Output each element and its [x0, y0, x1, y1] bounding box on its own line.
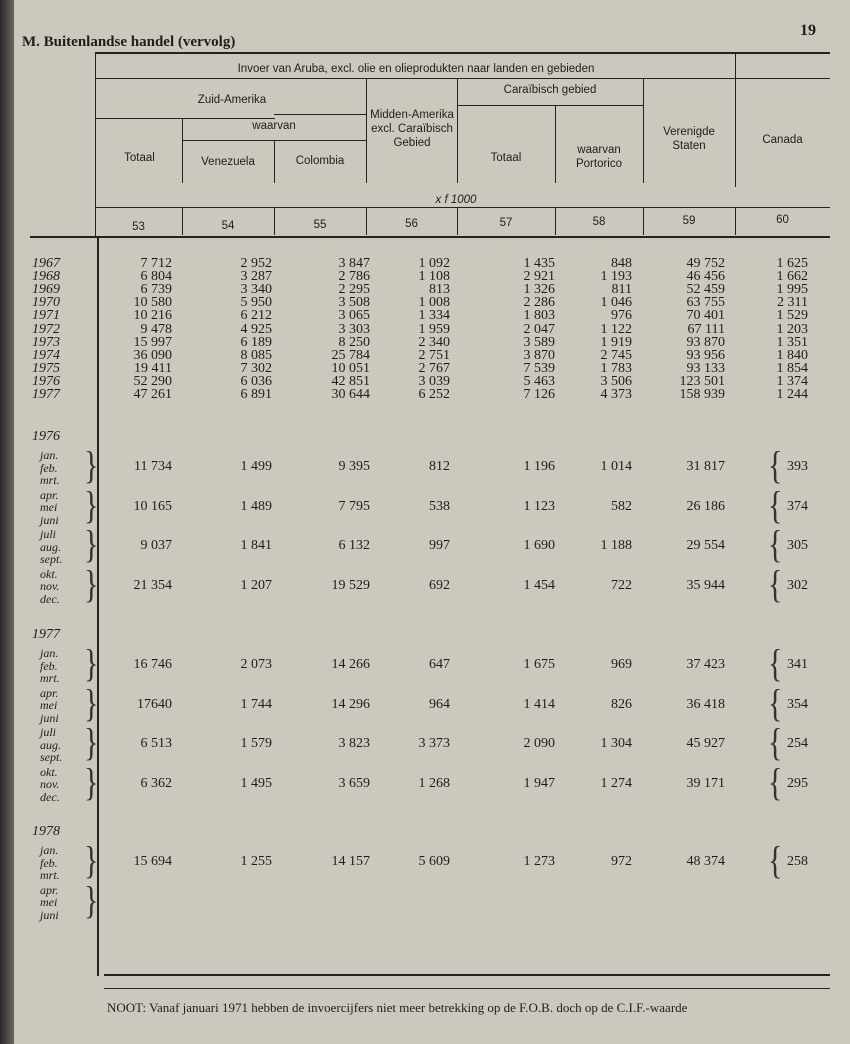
table-cell: 5 609	[418, 854, 450, 869]
month-label: juni	[40, 512, 59, 527]
table-cell: 9 395	[338, 459, 370, 474]
month-label: apr.	[40, 685, 59, 700]
table-cell: 3 589	[523, 334, 555, 350]
table-cell: 6 189	[240, 334, 272, 350]
table-cell: 93 133	[686, 360, 725, 376]
table-cell: 1 273	[523, 854, 555, 869]
year-label: 1977	[32, 627, 60, 642]
table-cell: 1 207	[240, 577, 272, 593]
year-label: 1974	[32, 347, 60, 363]
table-cell: 2 073	[240, 657, 272, 672]
table-cell: 2 295	[338, 282, 370, 298]
table-cell: 5 950	[240, 295, 272, 311]
table-cell: 1 499	[240, 459, 272, 474]
month-label: feb.	[40, 460, 58, 475]
footnote: NOOT: Vanaf januari 1971 hebben de invoercijfers niet meer betrekking op de F.O.B. doch op de C.I.F.-waarde	[107, 1000, 688, 1015]
table-cell: 3 303	[338, 321, 370, 337]
table-cell: 19 529	[331, 577, 370, 593]
table-cell: 70 401	[686, 308, 725, 324]
table-cell: 2 952	[240, 256, 272, 271]
month-label: jan.	[40, 448, 59, 462]
col-number: 54	[221, 220, 235, 232]
table-cell: 6 362	[140, 775, 172, 791]
month-label: okt.	[40, 566, 58, 581]
table-cell: 6 132	[338, 538, 370, 553]
year-label: 1967	[32, 256, 60, 271]
table-cell: 582	[611, 498, 632, 514]
table-cell: 1 675	[523, 657, 555, 672]
table-cell: 254	[787, 736, 808, 751]
year-label: 1971	[32, 308, 60, 324]
table-cell: 31 817	[686, 459, 725, 474]
table-cell: 3 823	[338, 736, 370, 751]
table-cell: 3 870	[523, 347, 555, 363]
table-cell: 45 927	[686, 736, 725, 751]
month-label: aug.	[40, 539, 61, 554]
table-cell: 11 734	[134, 459, 172, 474]
table-cell: 52 290	[133, 373, 172, 389]
header-caraibisch: Caraïbisch gebied	[503, 84, 597, 96]
table-row	[0, 539, 850, 553]
table-cell: 93 870	[686, 334, 725, 350]
month-label: nov.	[40, 777, 60, 791]
table-cell: 4 925	[240, 321, 272, 337]
table-row	[0, 500, 850, 514]
table-cell: 7 539	[523, 360, 555, 376]
table-cell: 39 171	[686, 775, 725, 791]
table-cell: 964	[429, 696, 450, 712]
header-totaal-caraibisch: Totaal	[490, 152, 522, 164]
table-cell: 1 268	[418, 775, 450, 791]
table-row	[0, 698, 850, 712]
header-colombia: Colombia	[295, 155, 345, 167]
header-zuid-amerika: Zuid-Amerika	[197, 94, 267, 106]
year-label: 1975	[32, 360, 60, 376]
table-cell: 29 554	[686, 538, 725, 553]
month-label: mei	[40, 500, 58, 514]
table-cell: 36 418	[686, 696, 725, 712]
table-cell: 2 311	[777, 295, 808, 311]
table-cell: 997	[429, 538, 450, 553]
col-number: 53	[132, 221, 145, 233]
table-cell: 3 506	[600, 373, 632, 389]
table-cell: 1 529	[776, 308, 808, 324]
table-cell: 10 580	[133, 295, 172, 311]
table-cell: 341	[787, 657, 808, 672]
table-cell: 7 795	[338, 498, 370, 514]
table-cell: 158 939	[679, 387, 725, 402]
table-cell: 1 579	[240, 736, 272, 751]
table-cell: 48 374	[686, 854, 725, 869]
table-cell: 6 804	[140, 269, 172, 285]
table-cell: 305	[787, 538, 808, 553]
table-cell: 1 255	[240, 854, 272, 869]
table-cell: 6 036	[240, 373, 272, 389]
brace-icon: }	[84, 721, 99, 765]
month-label: feb.	[40, 658, 58, 673]
table-cell: 8 085	[240, 347, 272, 363]
brace-icon: {	[768, 642, 783, 686]
table-cell: 1 203	[776, 321, 808, 337]
table-cell: 1 304	[600, 736, 632, 751]
header-canada: Canada	[762, 134, 803, 146]
year-label: 1969	[32, 282, 60, 298]
table-cell: 1 351	[776, 334, 808, 350]
table-cell: 7 302	[240, 360, 272, 376]
brace-icon: }	[84, 444, 99, 488]
col-number: 56	[405, 218, 418, 230]
table-cell: 1 840	[776, 347, 808, 363]
table-cell: 4 373	[600, 387, 632, 402]
table-cell: 49 752	[686, 256, 725, 271]
table-cell: 2 767	[418, 360, 450, 376]
table-cell: 16 746	[133, 657, 172, 672]
table-cell: 976	[611, 308, 632, 324]
table-cell: 2 921	[523, 269, 555, 285]
table-cell: 26 186	[686, 498, 725, 514]
brace-icon: }	[84, 839, 99, 883]
month-label: aug.	[40, 737, 61, 752]
month-label: jan.	[40, 843, 59, 857]
month-label: dec.	[40, 789, 60, 804]
year-label: 1972	[32, 321, 60, 337]
table-cell: 36 090	[133, 347, 172, 363]
table-cell: 15 694	[133, 854, 172, 869]
month-label: mrt.	[40, 473, 60, 487]
table-cell: 258	[787, 854, 808, 869]
table-row	[0, 855, 850, 869]
brace-icon: {	[768, 721, 783, 765]
table-cell: 67 111	[687, 321, 725, 337]
month-label: jan.	[40, 646, 59, 660]
table-cell: 3 373	[418, 736, 450, 751]
table-cell: 15 997	[133, 334, 172, 350]
table-cell: 2 340	[418, 334, 450, 350]
year-label: 1970	[32, 295, 60, 311]
table-cell: 1 690	[523, 538, 555, 553]
table-cell: 10 051	[331, 360, 370, 376]
brace-icon: }	[84, 761, 99, 805]
table-cell: 295	[787, 775, 808, 791]
brace-icon: {	[768, 682, 783, 726]
table-cell: 972	[611, 854, 632, 869]
year-label: 1968	[32, 269, 60, 285]
col-number: 55	[313, 219, 327, 231]
table-cell: 393	[787, 459, 808, 474]
month-label: okt.	[40, 764, 58, 779]
table-cell: 3 508	[338, 295, 370, 311]
table-cell: 1 454	[523, 577, 555, 593]
header-portorico: waarvan Portorico	[575, 144, 623, 170]
brace-icon: {	[768, 444, 783, 488]
month-label: juni	[40, 710, 59, 725]
table-row	[0, 460, 850, 474]
table-cell: 21 354	[133, 577, 172, 593]
table-row	[0, 579, 850, 593]
table-cell: 19 411	[134, 360, 172, 376]
month-label: juli	[40, 725, 57, 739]
table-cell: 2 745	[600, 347, 632, 363]
brace-icon: {	[768, 761, 783, 805]
table-cell: 2 090	[523, 736, 555, 751]
table-cell: 1 414	[523, 696, 555, 712]
table-cell: 813	[429, 282, 450, 298]
table-cell: 7 712	[140, 256, 172, 271]
table-cell: 9 478	[140, 321, 172, 337]
col-number: 57	[499, 217, 513, 229]
month-label: sept.	[40, 750, 63, 764]
table-cell: 1 854	[776, 360, 808, 376]
table-cell: 1 008	[418, 295, 450, 311]
table-cell: 1 803	[523, 308, 555, 324]
col-number: 59	[682, 215, 696, 227]
year-label: 1973	[32, 334, 60, 350]
table-cell: 6 891	[240, 387, 272, 402]
table-row	[0, 388, 850, 402]
table-cell: 1 196	[523, 459, 555, 474]
table-cell: 1 947	[523, 775, 555, 791]
table-cell: 3 659	[338, 775, 370, 791]
brace-icon: }	[84, 563, 99, 607]
table-cell: 692	[429, 577, 450, 593]
section-title: M. Buitenlandse handel (vervolg)	[22, 34, 236, 50]
brace-icon: }	[84, 642, 99, 686]
table-cell: 10 165	[133, 498, 172, 514]
table-cell: 1 274	[600, 775, 632, 791]
table-cell: 14 157	[331, 854, 370, 869]
year-label: 1978	[32, 824, 60, 839]
table-row	[0, 777, 850, 791]
table-cell: 10 216	[133, 308, 172, 324]
table-cell: 1 995	[776, 282, 808, 298]
table-cell: 1 046	[600, 295, 632, 311]
month-label: apr.	[40, 487, 59, 502]
table-cell: 848	[611, 256, 632, 271]
brace-icon: {	[768, 523, 783, 567]
table-cell: 5 463	[523, 373, 555, 389]
table-cell: 25 784	[331, 347, 370, 363]
brace-icon: }	[84, 879, 99, 923]
table-cell: 374	[787, 498, 808, 514]
table-cell: 647	[429, 657, 450, 672]
table-cell: 2 047	[523, 321, 555, 337]
table-cell: 8 250	[338, 334, 370, 350]
table-cell: 1 783	[600, 360, 632, 376]
brace-icon: }	[84, 484, 99, 528]
table-cell: 6 739	[140, 282, 172, 298]
month-label: mrt.	[40, 868, 60, 882]
book-spine	[0, 0, 14, 1044]
table-cell: 538	[429, 498, 450, 514]
table-cell: 35 944	[686, 577, 725, 593]
brace-icon: {	[768, 484, 783, 528]
col-number: 60	[776, 214, 789, 226]
table-cell: 3 340	[240, 282, 272, 298]
table-cell: 1 435	[523, 256, 555, 271]
table-cell: 52 459	[686, 282, 725, 298]
table-cell: 1 092	[418, 256, 450, 271]
table-cell: 47 261	[133, 387, 172, 402]
table-cell: 46 456	[686, 269, 725, 285]
table-cell: 1 108	[418, 269, 450, 285]
table-cell: 826	[611, 696, 632, 712]
table-cell: 722	[611, 577, 632, 593]
table-cell: 811	[611, 282, 632, 298]
table-cell: 1 188	[600, 538, 632, 553]
table-cell: 63 755	[686, 295, 725, 311]
col-number: 58	[592, 216, 606, 228]
table-cell: 37 423	[686, 657, 725, 672]
month-label: mrt.	[40, 671, 60, 685]
table-cell: 3 287	[240, 269, 272, 285]
month-label: dec.	[40, 591, 60, 606]
table-cell: 1 744	[240, 696, 272, 712]
table-cell: 6 212	[240, 308, 272, 324]
year-label: 1977	[32, 387, 60, 402]
table-cell: 93 956	[686, 347, 725, 363]
brace-icon: }	[84, 523, 99, 567]
header-totaal: Totaal	[124, 152, 155, 164]
month-label: juni	[40, 907, 59, 922]
table-cell: 1 122	[600, 321, 632, 337]
table-cell: 2 751	[418, 347, 450, 363]
header-vs: Verenigde Staten	[663, 126, 715, 152]
month-label: apr.	[40, 882, 59, 897]
table-cell: 42 851	[331, 373, 370, 389]
header-waarvan: waarvan	[252, 120, 296, 132]
table-cell: 2 786	[338, 269, 370, 285]
table-cell: 6 513	[140, 736, 172, 751]
table-cell: 14 266	[331, 657, 370, 672]
month-label: sept.	[40, 552, 63, 566]
table-cell: 1 193	[600, 269, 632, 285]
table-cell: 1 841	[240, 538, 272, 553]
table-cell: 1 495	[240, 775, 272, 791]
table-cell: 1 374	[776, 373, 808, 389]
table-cell: 1 244	[776, 387, 808, 402]
month-label: mei	[40, 895, 58, 909]
table-cell: 3 847	[338, 256, 370, 271]
brace-icon: {	[768, 563, 783, 607]
year-label: 1976	[32, 373, 60, 389]
table-cell: 7 126	[523, 387, 555, 402]
month-label: mei	[40, 698, 58, 712]
table-cell: 123 501	[679, 373, 725, 389]
table-cell: 1 014	[600, 459, 632, 474]
table-cell: 14 296	[331, 696, 370, 712]
table-cell: 1 919	[600, 334, 632, 350]
table-cell: 302	[787, 577, 808, 593]
table-cell: 1 625	[776, 256, 808, 271]
brace-icon: }	[84, 682, 99, 726]
month-label: feb.	[40, 855, 58, 870]
table-cell: 1 489	[240, 498, 272, 514]
page-number: 19	[800, 22, 816, 39]
table-cell: 812	[429, 459, 450, 474]
header-midden-amerika: Midden-Amerika excl. Caraïbisch Gebied	[370, 109, 454, 149]
table-cell: 6 252	[418, 387, 450, 402]
table-cell: 1 123	[523, 498, 555, 514]
header-venezuela: Venezuela	[201, 156, 255, 168]
unit-label: x f 1000	[435, 194, 477, 206]
month-label: juli	[40, 527, 57, 541]
table-cell: 30 644	[331, 387, 370, 402]
year-label: 1976	[32, 429, 60, 444]
table-cell: 3 065	[338, 308, 370, 324]
table-cell: 1 662	[776, 269, 808, 285]
table-cell: 354	[787, 696, 808, 712]
table-cell: 1 334	[418, 308, 450, 324]
table-cell: 2 286	[523, 295, 555, 311]
table-cell: 3 039	[418, 373, 450, 389]
table-row	[0, 658, 850, 672]
table-cell: 9 037	[140, 538, 172, 553]
table-cell: 1 326	[523, 282, 555, 298]
brace-icon: {	[768, 839, 783, 883]
month-label: nov.	[40, 579, 60, 593]
table-cell: 1 959	[418, 321, 450, 337]
table-row	[0, 737, 850, 751]
table-cell: 969	[611, 657, 632, 672]
header-main: Invoer van Aruba, excl. olie en olieprodukten naar landen en gebieden	[237, 63, 595, 75]
table-cell: 17640	[137, 696, 172, 712]
